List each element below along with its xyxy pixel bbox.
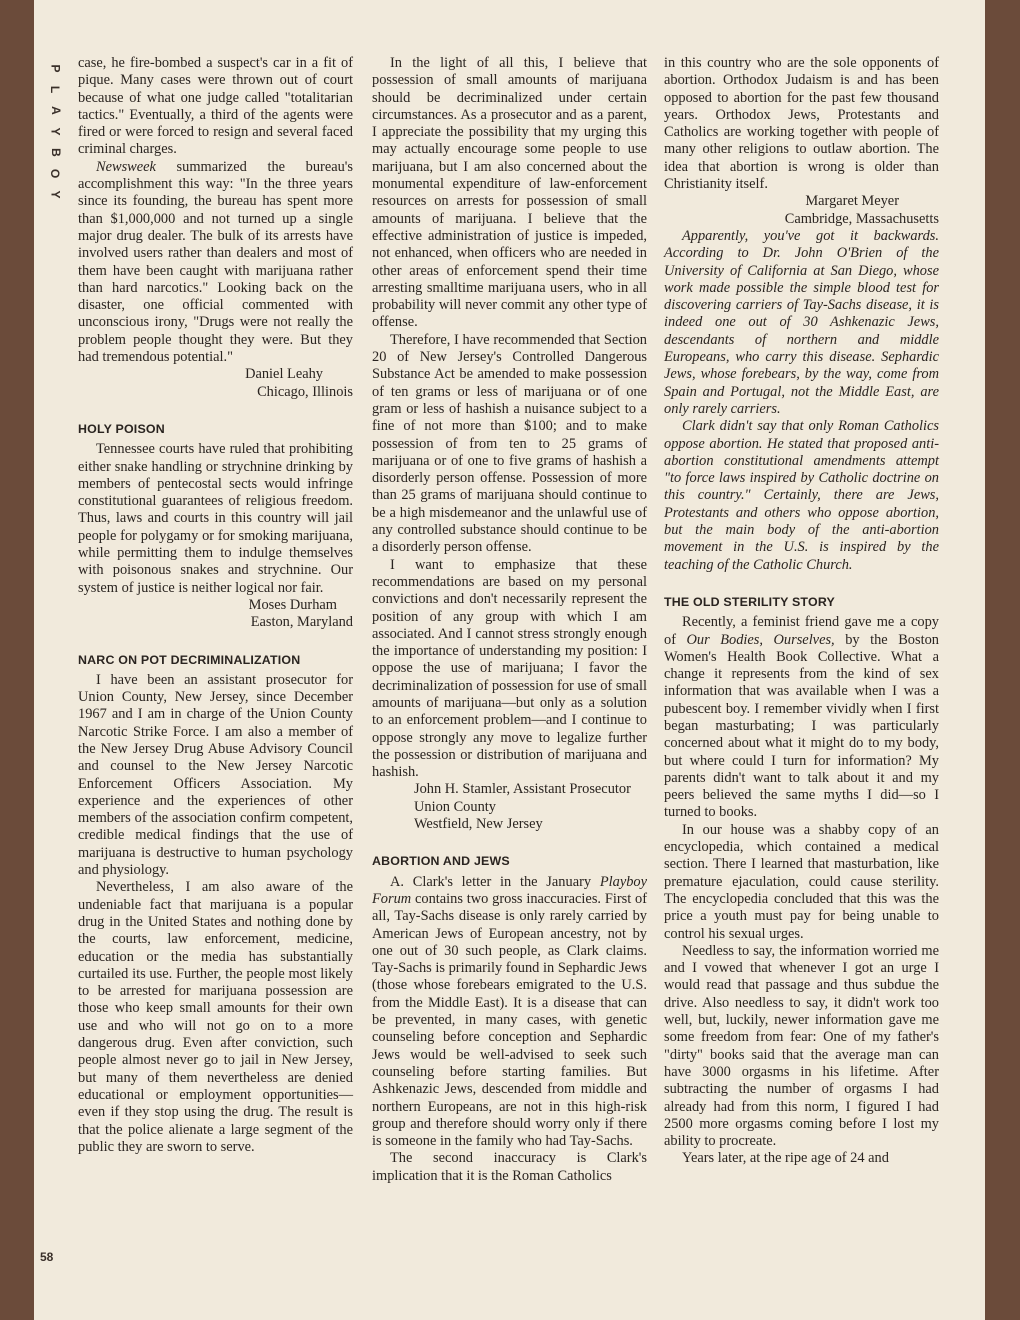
signature-name: Moses Durham <box>248 596 337 613</box>
paragraph: Newsweek summarized the bureau's accomplishment this way: "In the three years since its founding, the bureau has spent more than $1,000,000 and not turned up a single major drug dealer. The bulk of its arrests have involved users rather than dealers and most of them have been caught with marijuana rather than hard narcotics." Looking back on the disaster, one official commented with unconscious irony, "Drugs were not really the problem people thought they were. But they had tremendous potential." <box>78 158 353 366</box>
publication-title: Playboy Forum <box>372 873 647 907</box>
paragraph: Therefore, I have recommended that Section 20 of New Jersey's Controlled Dangerous Substance Act be amended to make possession of ten grams or less of marijuana or of one gram or less of hashish a nuisance subject to a fine of not more than $100; and to make possession of from ten to 25 grams of marijuana or of one to five grams of hashish a disorderly person offense. Possession of more than 25 grams of marijuana should continue to be a high misdemeanor and the unlawful use of any controlled substance should continue to be a disorderly person offense. <box>372 331 647 556</box>
masthead-letter: A <box>48 106 63 115</box>
paragraph: In the light of all this, I believe that possession of small amounts of marijuana should be decriminalized under certain circumstances. As a prosecutor and as a parent, I appreciate the possibility that my urging this may actually encourage some people to use marijuana, but I am also concerned about the monumental expenditure of law-enforcement resources on arrests for possession of small amounts of marijuana. I believe that the effective administration of justice is impeded, not enhanced, when officers who are needed in other areas of enforcement spend their time arresting smalltime marijuana users, who in all probability will never commit any other type of offense. <box>372 55 647 331</box>
playboy-masthead-vertical <box>46 58 64 205</box>
section-heading: NARC ON POT DECRIMINALIZATION <box>78 652 301 667</box>
signature-org: Union County <box>414 798 496 815</box>
column-2 <box>372 55 647 1185</box>
masthead-letter: L <box>48 85 63 94</box>
section-heading: HOLY POISON <box>78 421 165 436</box>
book-title: Our Bodies, Ourselves, <box>686 631 835 648</box>
paragraph: Recently, a feminist friend gave me a copy of Our Bodies, Ourselves, by the Boston Women's Health Book Collective. What a change it represents from the kind of sex information that was available when I was a pubescent boy. I remember vividly when I first began masturbating; I was particularly concerned about what it might do to my body, but where could I turn for information? My parents didn't want to talk about it and my peers believed the same myths I did—so I turned to books. <box>664 614 939 821</box>
masthead-letter: Y <box>48 190 63 199</box>
signature-place: Chicago, Illinois <box>257 383 353 400</box>
paragraph: The second inaccuracy is Clark's implication that it is the Roman Catholics <box>372 1150 647 1184</box>
signature-place: Easton, Maryland <box>250 614 353 631</box>
editor-reply: Clark didn't say that only Roman Catholics oppose abortion. He stated that proposed anti-abortion constitutional amendments attempt "to force laws inspired by Catholic doctrine on this country." Certainly, there are Jews, Protestants and others who oppose abortion, but the main body of the anti-abortion movement in the U.S. is inspired by the teaching of the Catholic Church. <box>664 418 939 573</box>
editor-reply: Apparently, you've got it backwards. According to Dr. John O'Brien of the University of California at San Diego, whose work made possible the simple blood test for discovering carriers of Tay-Sachs disease, it is indeed one out of 30 Ashkenazic Jews, descendants of northern and middle Europeans, who carry this disease. Sephardic Jews, whose forebears, by the way, come from Spain and Portugal, not the Middle East, are only rarely carriers. <box>664 227 939 417</box>
section-heading: THE OLD STERILITY STORY <box>664 594 835 609</box>
paragraph: In our house was a shabby copy of an encyclopedia, which contained a medical section. There I learned that masturbation, like premature ejaculation, could cause sterility. The encyclopedia concluded that this was the price a youth must pay for being unable to control his sexual urges. <box>664 821 939 942</box>
masthead-letter: P <box>48 64 63 73</box>
paragraph: A. Clark's letter in the January Playboy Forum contains two gross inaccuracies. First of all, Tay-Sachs disease is only rarely carried by American Jews of European ancestry, not by one out of 30 such people, as Clark claims. Tay-Sachs is primarily found in Sephardic Jews (those whose forebears emigrated to the U.S. from the Middle East). It is a disease that can be prevented, in many cases, with genetic counseling before conception and Sephardic Jews would be well-advised to seek such counseling before starting families. But Ashkenazic Jews, descended from middle and northern Europeans, are not in this high-risk group and therefore should worry only if there is someone in the family who had Tay-Sachs. <box>372 873 647 1150</box>
signature-name: Daniel Leahy <box>245 366 323 383</box>
masthead-letter: B <box>48 148 63 157</box>
column-1 <box>78 55 353 1156</box>
signature-name: John H. Stamler, Assistant Prosecutor <box>414 781 631 798</box>
paragraph: in this country who are the sole opponents of abortion. Orthodox Judaism is and has been opposed to abortion for the past few thousand years. Orthodox Jews, Protestants and Catholics are working together with people of many other religions to outlaw abortion. The idea that abortion is wrong is older than Christianity itself. <box>664 55 939 193</box>
publication-title: Newsweek <box>96 158 156 175</box>
paragraph: Nevertheless, I am also aware of the undeniable fact that marijuana is a popular drug in the United States and nothing done by the courts, law enforcement, medicine, education or the media has substantially curtailed its use. Further, the people most likely to be arrested for marijuana possession are those who keep small amounts for their own use and who will not go on to a more dangerous drug. Even after conviction, such people almost never go to jail in New Jersey, but many of them nevertheless are denied educational or employment opportunities—even if they stop using the drug. The result is that the police alienate a large segment of the public they are sworn to serve. <box>78 879 353 1155</box>
paragraph: I have been an assistant prosecutor for Union County, New Jersey, since December 1967 and I am in charge of the Union County Narcotic Strike Force. I am also a member of the New Jersey Drug Abuse Advisory Council and counsel to the New Jersey Narcotic Enforcement Officers Association. My experience and the experiences of other members of the association confirm competent, credible medical findings that the use of marijuana is destructive to human psychology and physiology. <box>78 671 353 879</box>
paragraph: Years later, at the ripe age of 24 and <box>682 1150 889 1167</box>
masthead-letter: O <box>48 168 63 179</box>
magazine-page <box>34 0 985 1320</box>
column-3 <box>664 55 939 1168</box>
signature-place: Westfield, New Jersey <box>414 816 543 833</box>
page-number: 58 <box>40 1250 54 1264</box>
paragraph: Needless to say, the information worried me and I vowed that whenever I got an urge I would read that passage and thus subdue the drive. Also needless to say, it didn't work too well, but, luckily, newer information gave me some freedom from fear: One of my father's "dirty" books said that the average man can have 3000 orgasms in his lifetime. After subtracting the number of orgasms I had already had from this norm, I figured I had 2500 more orgasms coming before I lost my ability to procreate. <box>664 942 939 1150</box>
paragraph: Tennessee courts have ruled that prohibiting either snake handling or strychnine drinking by members of pentecostal sects would infringe constitutional guarantees of religious freedom. Thus, laws and courts in this country will jail people for polygamy or for smoking marijuana, while permitting them to indulge themselves with poisonous snakes and strychnine. Our system of justice is neither logical nor fair. <box>78 441 353 596</box>
signature-place: Cambridge, Massachusetts <box>784 210 939 227</box>
masthead-letter: Y <box>48 127 63 136</box>
section-heading: ABORTION AND JEWS <box>372 854 510 869</box>
paragraph: case, he fire-bombed a suspect's car in a fit of pique. Many cases were thrown out of court because of what one judge called "totalitarian tactics." Eventually, a third of the agents were fired or were forced to resign and several faced criminal charges. <box>78 55 353 158</box>
signature-name: Margaret Meyer <box>805 193 899 210</box>
paragraph: I want to emphasize that these recommendations are based on my personal convictions and don't necessarily represent the position of any group with which I am associated. And I cannot stress strongly enough the importance of understanding my position: I oppose the use of marijuana; I favor the decriminalization of possession for use of small amounts of marijuana—but only as a solution to an enforcement problem—and I continue to oppose strongly any move to legalize further the possession or distribution of marijuana and hashish. <box>372 556 647 781</box>
